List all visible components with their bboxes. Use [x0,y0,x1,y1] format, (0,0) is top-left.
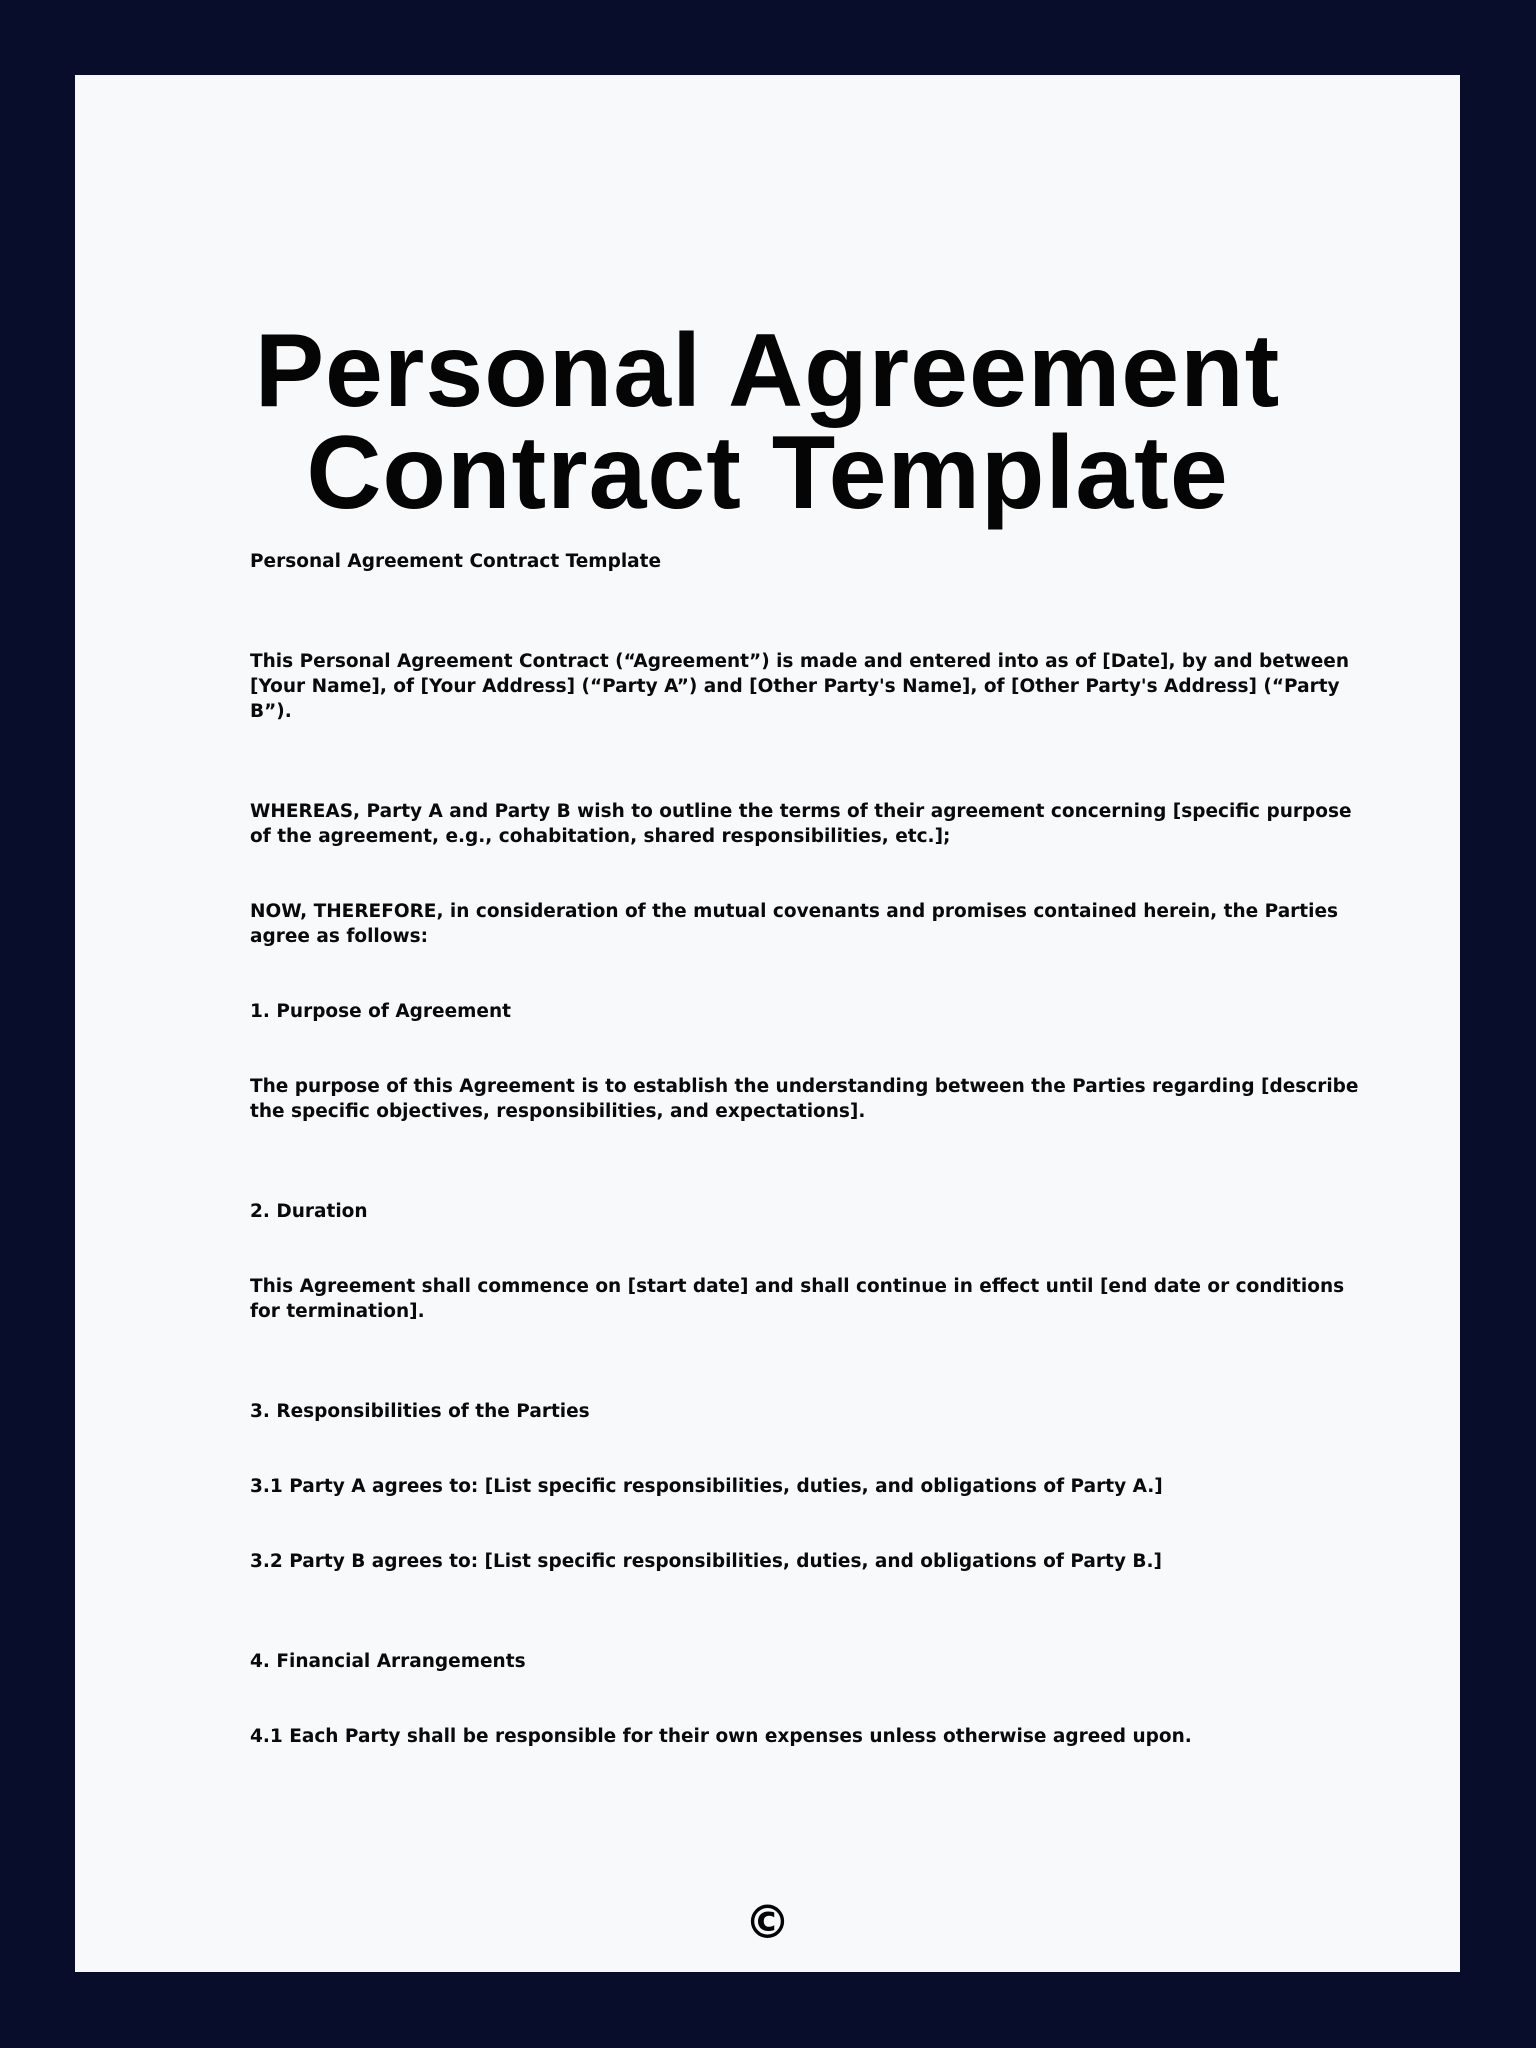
section-3-2: 3.2 Party B agrees to: [List specific responsibilities, duties, and obligations of Party B.] [250,1551,1162,1572]
document-title [75,313,1460,531]
section-4-heading: 4. Financial Arrangements [250,1651,526,1672]
section-4-1: 4.1 Each Party shall be responsible for their own expenses unless otherwise agreed upon. [250,1726,1192,1747]
copyright-icon: © [744,1895,791,1949]
title-line-1: Personal Agreement [254,313,1281,429]
document-page [75,75,1460,1972]
section-3-heading: 3. Responsibilities of the Parties [250,1401,590,1422]
section-2-body: This Agreement shall commence on [start date] and shall continue in effect until [end date or conditions for termination]. [250,1276,1345,1322]
section-1-heading: 1. Purpose of Agreement [250,1001,511,1022]
document-subtitle: Personal Agreement Contract Template [250,551,662,572]
section-3-1: 3.1 Party A agrees to: [List specific responsibilities, duties, and obligations of Party A.] [250,1476,1163,1497]
now-therefore-paragraph: NOW, THEREFORE, in consideration of the mutual covenants and promises contained herein, the Parties agree as follows: [250,901,1339,947]
whereas-paragraph: WHEREAS, Party A and Party B wish to outline the terms of their agreement concerning [specific purpose of the agreement, e.g., cohabitation, shared responsibilities, etc.]; [250,801,1352,847]
section-1-body: The purpose of this Agreement is to establish the understanding between the Parties regarding [describe the specific objectives, responsibilities, and expectations]. [250,1076,1359,1122]
title-line-2: Contract Template [306,415,1229,531]
section-2-heading: 2. Duration [250,1201,368,1222]
intro-paragraph: This Personal Agreement Contract (“Agreement”) is made and entered into as of [Date], by and between [Your Name], of [Your Address] (“Party A”) and [Other Party's Name], of [Other Party's Address] (“Party B”). [250,651,1349,722]
